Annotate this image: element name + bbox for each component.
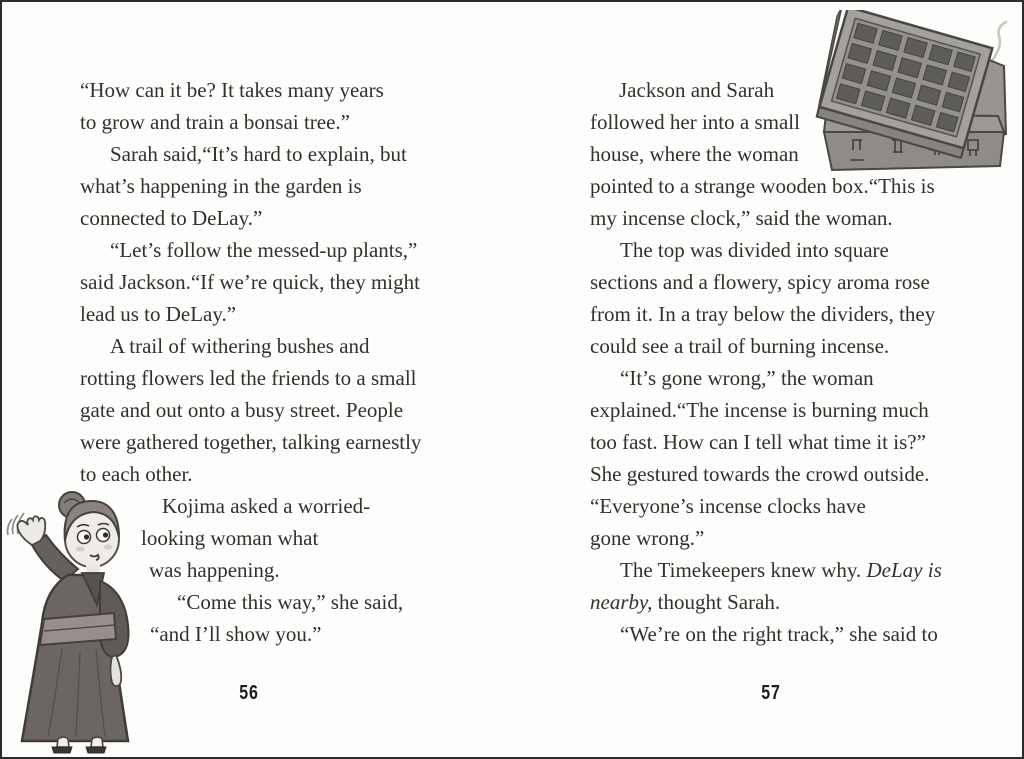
text-segment: DeLay is	[866, 558, 942, 582]
text-segment: gone wrong.”	[590, 526, 705, 550]
waving-hand	[17, 516, 45, 545]
text-segment: “How can it be? It takes many years	[80, 78, 384, 102]
text-line	[590, 426, 955, 458]
text-segment: rotting flowers led the friends to a small	[80, 366, 417, 390]
text-line	[590, 266, 955, 298]
text-segment: connected to DeLay.”	[80, 206, 263, 230]
text-line	[80, 362, 460, 394]
text-line	[80, 394, 460, 426]
woman-drawing	[2, 489, 154, 759]
text-segment: thought Sarah.	[652, 590, 781, 614]
text-segment: was happening.	[149, 558, 280, 582]
text-line	[80, 170, 460, 202]
text-segment: what’s happening in the garden is	[80, 174, 362, 198]
text-segment: to grow and train a bonsai tree.”	[80, 110, 350, 134]
text-line	[590, 394, 955, 426]
text-line	[590, 458, 955, 490]
blush-right	[104, 545, 113, 550]
text-segment: lead us to DeLay.”	[80, 302, 237, 326]
text-line	[590, 522, 955, 554]
left-page-number: 56	[239, 682, 259, 704]
text-line	[80, 330, 460, 362]
text-line	[80, 74, 460, 106]
incense-clock-drawing	[810, 10, 1020, 184]
right-hand	[111, 655, 122, 686]
text-line	[80, 426, 460, 458]
blush-left	[76, 547, 85, 552]
text-segment: A trail of withering bushes and	[110, 334, 370, 358]
text-line	[590, 330, 955, 362]
text-line	[80, 458, 460, 490]
text-line	[590, 554, 955, 586]
text-line	[590, 234, 955, 266]
text-line	[590, 618, 955, 650]
text-line	[590, 298, 955, 330]
text-segment: nearby,	[590, 590, 653, 614]
text-segment: gate and out onto a busy street. People	[80, 398, 404, 422]
text-segment: my incense clock,” said the woman.	[590, 206, 893, 230]
text-segment: “It’s gone wrong,” the woman	[620, 366, 874, 390]
text-segment: Kojima asked a worried-	[162, 494, 371, 518]
text-segment: “Everyone’s incense clocks have	[590, 494, 866, 518]
text-line	[590, 490, 955, 522]
text-segment: She gestured towards the crowd outside.	[590, 462, 930, 486]
text-line	[590, 362, 955, 394]
text-segment: “We’re on the right track,” she said to	[620, 622, 938, 646]
text-segment: Jackson and Sarah	[619, 78, 775, 102]
text-segment: followed her into a small	[590, 110, 800, 134]
text-segment: from it. In a tray below the dividers, they	[590, 302, 936, 326]
text-segment: sections and a flowery, spicy aroma rose	[590, 270, 930, 294]
text-line	[590, 202, 955, 234]
woman-illustration	[2, 489, 154, 759]
text-segment: “and I’ll show you.”	[150, 622, 322, 646]
text-segment: “Come this way,” she said,	[177, 590, 404, 614]
incense-clock-illustration	[810, 10, 1020, 184]
text-segment: were gathered together, talking earnestly	[80, 430, 422, 454]
text-segment: to each other.	[80, 462, 193, 486]
text-segment: explained.“The incense is burning much	[590, 398, 929, 422]
right-page-number: 57	[761, 682, 781, 704]
text-line	[80, 266, 460, 298]
text-line	[80, 138, 460, 170]
text-line	[80, 106, 460, 138]
text-line	[80, 298, 460, 330]
text-segment: looking woman what	[141, 526, 319, 550]
text-line	[80, 234, 460, 266]
text-segment: house, where the woman	[590, 142, 799, 166]
text-segment: could see a trail of burning incense.	[590, 334, 890, 358]
text-line	[80, 202, 460, 234]
text-segment: said Jackson.“If we’re quick, they might	[80, 270, 420, 294]
text-segment: pointed to a strange wooden box.“This is	[590, 174, 935, 198]
obi-sash	[40, 613, 116, 645]
text-line	[590, 586, 955, 618]
text-segment: The top was divided into square	[620, 238, 889, 262]
text-segment: Sarah said,“It’s hard to explain, but	[110, 142, 407, 166]
text-segment: “Let’s follow the messed-up plants,”	[110, 238, 418, 262]
text-segment: The Timekeepers knew why.	[620, 558, 867, 582]
text-segment: too fast. How can I tell what time it is?”	[590, 430, 926, 454]
